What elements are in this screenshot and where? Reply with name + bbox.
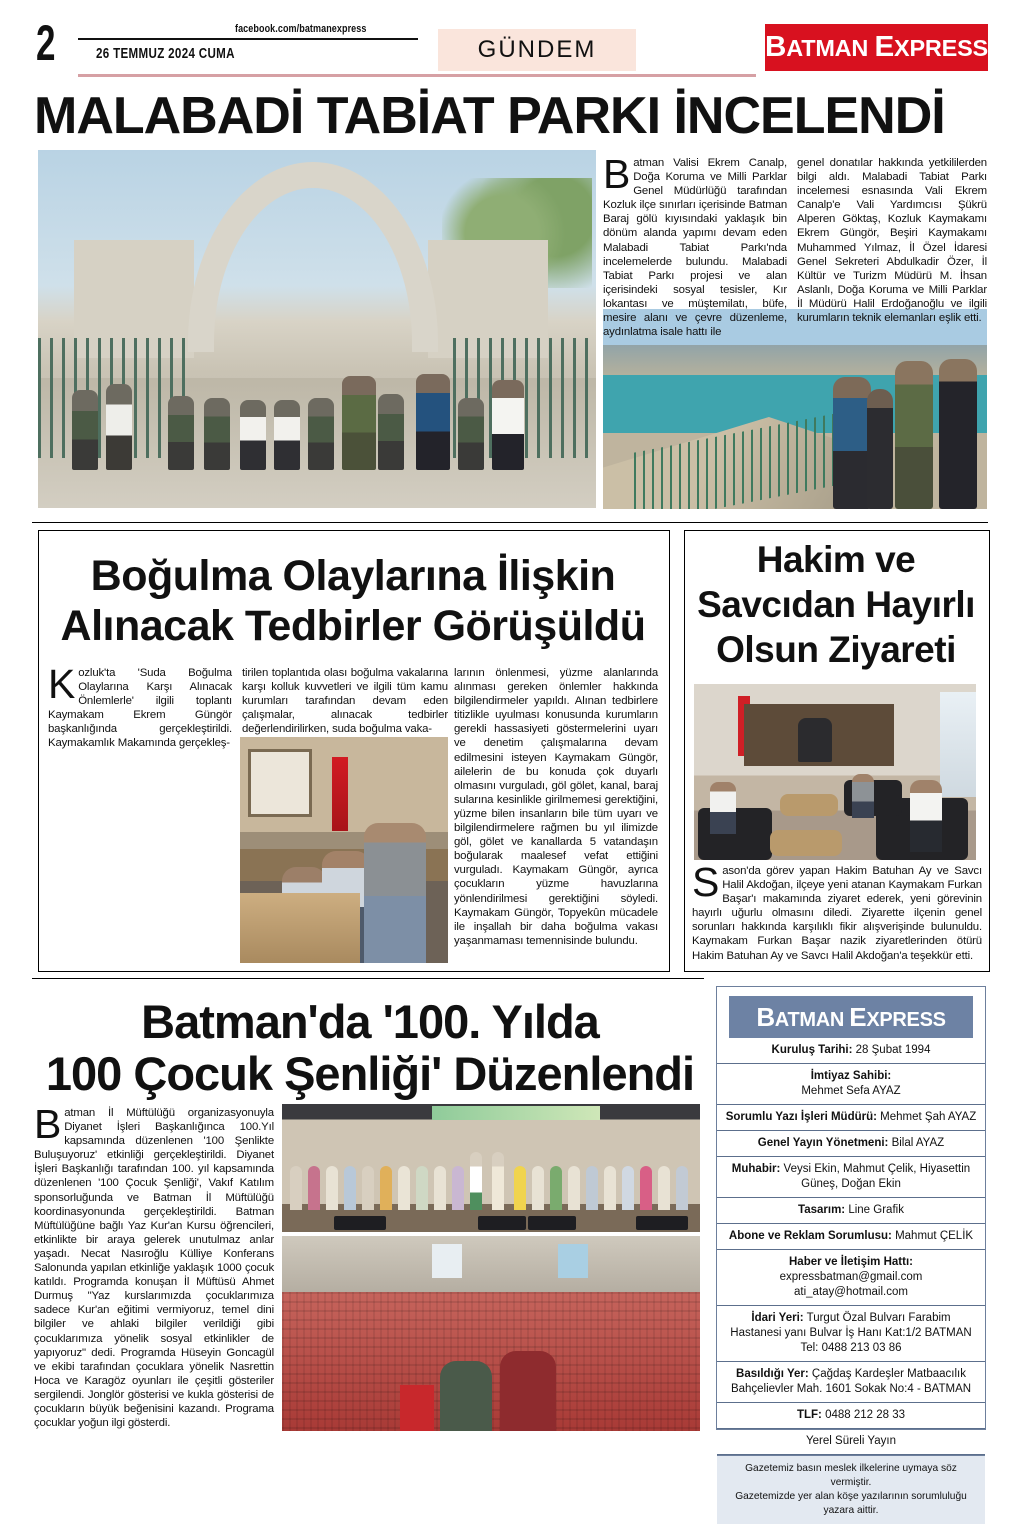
imprint-row-value: Veysi Ekin, Mahmut Çelik, Hiyasettin Güneş, Doğan Ekin bbox=[780, 1163, 971, 1190]
facebook-handle[interactable]: facebook.com/batmanexpress bbox=[235, 23, 367, 35]
imprint-note bbox=[717, 1455, 985, 1524]
imprint-row bbox=[717, 1064, 985, 1105]
imprint-row-value: Mahmut ÇELİK bbox=[891, 1230, 974, 1242]
article2-headline-line2: Alınacak Tedbirler Görüşüldü bbox=[60, 602, 646, 650]
imprint-row-value: Turgut Özal Bulvarı Farabim Hastanesi yanı Bulvar İş Hanı Kat:1/2 BATMAN Tel: 0488 213 03 86 bbox=[730, 1312, 972, 1354]
imprint-row bbox=[717, 1198, 985, 1224]
masthead-rule-bottom bbox=[78, 74, 756, 77]
photo-speaker-left bbox=[440, 1361, 492, 1431]
imprint-row bbox=[717, 1105, 985, 1131]
photo-visitor-2 bbox=[852, 774, 874, 818]
photo-kaymakam-office bbox=[694, 684, 976, 860]
imprint-row-label: Genel Yayın Yönetmeni: bbox=[757, 1137, 889, 1149]
imprint-row-label: İdari Yeri: bbox=[751, 1312, 804, 1324]
imprint-row bbox=[717, 1429, 985, 1455]
newspaper-logo bbox=[765, 24, 988, 71]
photo-turkish-flag bbox=[332, 757, 348, 831]
photo-hall-flag bbox=[400, 1385, 434, 1431]
photo-children-on-stage bbox=[282, 1104, 700, 1232]
article3-headline-line1: Hakim ve bbox=[756, 539, 916, 580]
imprint-logo-text: BATMAN EXPRESS bbox=[756, 1002, 946, 1032]
imprint-row-value: expressbatman@gmail.com bbox=[779, 1271, 923, 1283]
article3-headline-line3: Olsun Ziyareti bbox=[716, 629, 956, 670]
section-tag-label: GÜNDEM bbox=[477, 36, 597, 63]
masthead bbox=[30, 15, 988, 80]
newspaper-logo-text: BATMAN EXPRESS bbox=[765, 31, 988, 63]
article4-headline-line1: Batman'da '100. Yılda bbox=[141, 995, 599, 1048]
photo-meeting-table bbox=[240, 893, 360, 963]
imprint-row-value: Line Grafik bbox=[845, 1204, 904, 1216]
divider-article4-top bbox=[32, 978, 704, 979]
photo-attendee bbox=[364, 823, 426, 963]
imprint-row-value: 0488 212 28 33 bbox=[821, 1409, 906, 1421]
imprint-note-line1: Gazetemiz basın meslek ilkelerine uymaya söz vermiştir. bbox=[745, 1463, 957, 1488]
photo-office-chair bbox=[798, 718, 832, 762]
lead-headline: MALABADİ TABİAT PARKI İNCELENDİ bbox=[34, 87, 945, 145]
imprint-logo bbox=[729, 996, 973, 1038]
article3-body: Sason'da görev yapan Hakim Batuhan Ay ve Savcı Halil Akdoğan, ilçeye yeni atanan Kaymakam Furkan Başar'ı makamında ziyaret ederek, yeni görevinin hayırlı uğurlu olmasını diledi. Ziyarette ilçenin genel sorunları hakkında karşılıklı fikir alışverişinde bulunuldu. Kaymakam Furkan Başar nazik ziyaretlerinden ötürü Hakim Batuhan Ay ve Savcı Halil Akdoğan'a teşekkür etti. bbox=[692, 859, 982, 962]
imprint-row-label: Haber ve İletişim Hattı: bbox=[789, 1256, 913, 1268]
imprint-row bbox=[717, 1131, 985, 1157]
imprint-row-value: Mehmet Sefa AYAZ bbox=[801, 1085, 901, 1097]
imprint-row-value: ati_atay@hotmail.com bbox=[794, 1286, 908, 1298]
publication-date: 26 TEMMUZ 2024 CUMA bbox=[96, 46, 235, 62]
page-number: 2 bbox=[36, 15, 55, 71]
imprint-row bbox=[717, 1224, 985, 1250]
imprint-row bbox=[717, 1157, 985, 1198]
imprint-row-value: Mehmet Şah AYAZ bbox=[876, 1111, 977, 1123]
imprint-row-label: Sorumlu Yazı İşleri Müdürü: bbox=[725, 1111, 877, 1123]
photo-visitor-1 bbox=[710, 782, 736, 834]
photo-malabadi-arch bbox=[38, 150, 596, 508]
article2-headline-line1: Boğulma Olaylarına İlişkin bbox=[90, 552, 616, 600]
photo-stone-arch bbox=[188, 162, 438, 352]
section-tag bbox=[438, 29, 636, 71]
photo-kozluk-meeting bbox=[240, 737, 448, 963]
imprint-row-label: TLF: bbox=[796, 1409, 822, 1421]
imprint-row bbox=[717, 1362, 985, 1403]
imprint-row-label: Muhabir: bbox=[731, 1163, 781, 1175]
article2-body-col1: Kozluk'ta 'Suda Boğulma Olaylarına Karşı Alınacak Önlemlerle' ilgili toplantı Kaymakam Ekrem Güngör başkanlığında gerçekleştirildi. Kaymakamlık Makamında gerçekleş- bbox=[48, 661, 232, 750]
lead-body-col2: genel donatılar hakkında yetkililerden bilgi aldı. Malabadi Tabiat Parkı incelemesi esnasında Vali Ekrem Canalp'e Vali Yardımcısı Şükrü Alperen Göktaş, Kozluk Kaymakamı Ekrem Güngör, Beşiri Kaymakamı Muhammed Yılmaz, İl Özel İdaresi Genel Sekreteri Abdulkadir Özer, İl Kültür ve Turizm Müdürü M. İhsan Aslanlı, Doğa Koruma ve Milli Parklar İl Müdürü Halil Erdoğanoğlu ve ilgili kurumların teknik elemanları eşlik etti. bbox=[797, 157, 987, 325]
imprint-rows bbox=[717, 1038, 985, 1455]
imprint-row-label: İmtiyaz Sahibi: bbox=[810, 1070, 892, 1082]
photo-ataturk-portrait bbox=[248, 749, 312, 817]
photo-kaymakam bbox=[910, 780, 942, 852]
photo-officials-group bbox=[58, 345, 538, 470]
lead-body-col1: Batman Valisi Ekrem Canalp, Doğa Koruma ve Milli Parklar Genel Müdürlüğü tarafından Kozluk ilçe sınırları içerisinde Batman Baraj gölü kıyısındaki yaklaşık bin dönüm alanda yapımı devam eden Malabadi Tabiat Parkı'nda incelemelerde bulundu. Malabadi Tabiat Parkı projesi ve alan içerisindeki sosyal tesisler, Kır lokantası ve müştemilatı, büfe, mesire alanı ve çevre düzenleme, aydınlatma isale hattı ile bbox=[603, 151, 787, 339]
photo-conference-hall bbox=[282, 1236, 700, 1431]
photo-hall-banner-2 bbox=[558, 1244, 588, 1278]
divider-lead-bottom bbox=[32, 522, 988, 523]
photo-speaker-right bbox=[500, 1351, 556, 1431]
article3-headline-line2: Savcıdan Hayırlı bbox=[697, 584, 975, 625]
imprint-row-value: Çağdaş Kardeşler Matbaacılık Bahçelievler Mah. 1601 Sokak No:4 - BATMAN bbox=[730, 1368, 972, 1395]
article2-body-col3: larının önlenmesi, yüzme alanlarında alınması gereken önlemler hakkında bilgilendirmeler yapıldı. Alınan tedbirlere titizlikle uyulması konusunda kurumların gerekli hassasiyeti göstermelerini uyarı ve denetim çalışmalarına devam edilmesini isteyen Kaymakam Güngör, ailelerin de bu konuda çok duyarlı olmasını vurguladı, göl gölet, kanal, baraj sularına kesinlikle girilmemesi gerektiğini, yüzme bilen insanların bile tüm uyarı ve bilgilendirmelere rağmen bu yıl ilimizde göl, gölet ve kanallarda 5 vatandaşın boğularak maalesef vefat ettiğini vurguladı. Kaymakam Güngör, ayrıca çocukların yüzme havuzlarına yönlendirilmesi gerektiğini söyledi. Kaymakam Güngör, Topyekûn mücadele ile inşallah bir daha boğulma vakası yaşanmaması temennisinde bulundu. bbox=[454, 667, 658, 947]
imprint-row-label: Basıldığı Yer: bbox=[736, 1368, 809, 1380]
imprint-row bbox=[717, 1403, 985, 1429]
imprint-row-value: 28 Şubat 1994 bbox=[852, 1044, 931, 1056]
article2-body-col2: tirilen toplantıda olası boğulma vakalarına karşı kolluk kuvvetleri ve ilgili tüm kamu kurumları tarafından devam eden çalışmalar, alınacak tedbirler değerlendirilirken, suda boğulma vaka- bbox=[242, 667, 448, 736]
imprint-note-line2: Gazetemizde yer alan köşe yazılarının sorumluluğu yazara aittir. bbox=[735, 1491, 967, 1516]
imprint-row bbox=[717, 1250, 985, 1306]
imprint-row bbox=[717, 1306, 985, 1362]
article4-headline-line2: 100 Çocuk Şenliği' Düzenlendi bbox=[45, 1047, 695, 1100]
photo-visitors-group bbox=[833, 344, 983, 509]
imprint-box bbox=[716, 986, 986, 1516]
imprint-row-value: Yerel Süreli Yayın bbox=[806, 1435, 896, 1447]
photo-stage-screen bbox=[432, 1106, 599, 1120]
imprint-row-label: Kuruluş Tarihi: bbox=[771, 1044, 853, 1056]
photo-coffee-table-2 bbox=[770, 830, 842, 856]
imprint-row-value: Bilal AYAZ bbox=[888, 1137, 945, 1149]
imprint-row-label: Tasarım: bbox=[798, 1204, 846, 1216]
photo-window bbox=[940, 692, 976, 797]
photo-coffee-table-1 bbox=[780, 794, 838, 816]
article4-body: Batman İl Müftülüğü organizasyonuyla Diyanet İşleri Başkanlığınca 100.Yıl kapsamında düzenlenen '100 Şenlikte Buluşuyoruz' etkinliği gerçekleştirildi. Diyanet İşleri Başkanlığı tarafından 100. yıl kapsamında düzenlenen '100 Çocuk Şenliği', Vakıf Katılım sponsorluğunda ve Batman İl Müftülüğü koordinasyonunda gerçekleştirildi. Batman Müftülüğüne bağlı Yaz Kur'an Kursu öğrencileri, etkinlikte bir araya gelerek unutulmaz anlar yaşadı. Necat Nasıroğlu Külliye Konferans Salonunda yapılan etkinliğe yaklaşık 1000 çocuk katıldı. Programda konuşan İl Müftüsü Ahmet Durmuş "Yaz kurslarımızda çocuklarımıza sadece Kur'an eğitimi vermiyoruz, temel dini bilgiler ve ahlaki bilgiler verildiği gibi çocuklarımıza yönelik sosyal etkinlikler de yapıyoruz" dedi. Programda Hüseyin Goncagül ve ekibi tarafından çocuklara yönelik Nasrettin Hoca ve Karagöz oyunları ile çeşitli gösteriler sergilendi. Jonglör gösterisi ve kukla gösterisi de çocukların büyük beğenisini kazandı. Programa çocuklar yoğun ilgi gösterdi. bbox=[34, 1101, 274, 1430]
photo-hall-banner-1 bbox=[432, 1244, 462, 1278]
imprint-row bbox=[717, 1038, 985, 1064]
imprint-row-label: Abone ve Reklam Sorumlusu: bbox=[728, 1230, 892, 1242]
photo-hall-ceiling bbox=[282, 1236, 700, 1292]
masthead-rule-top bbox=[78, 38, 418, 40]
